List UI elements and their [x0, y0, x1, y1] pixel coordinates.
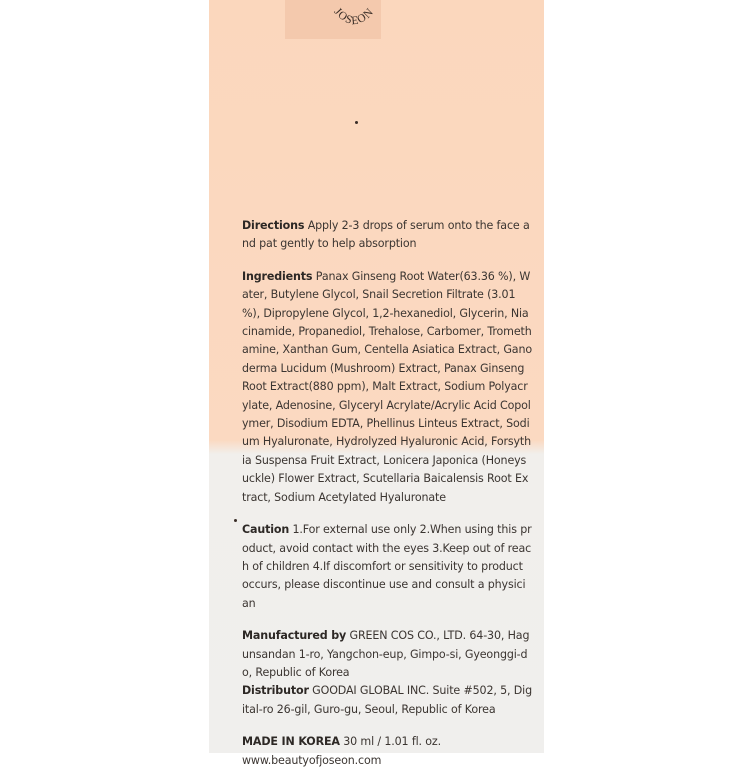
distributor-heading: Distributor: [242, 684, 309, 698]
manufacturer-heading: Manufactured by: [242, 629, 347, 643]
distributor-address: Suite #502, 5, Digital-ro 26-gil, Guro-gu, Seoul, Republic of Korea: [242, 684, 532, 716]
ingredients-paragraph: [242, 268, 532, 507]
product-box-panel: [209, 0, 544, 767]
directions-heading: Directions: [242, 219, 305, 232]
brand-logo: [324, 0, 384, 36]
manufacturer-address: 64-30, Hagunsandan 1-ro, Yangchon-eup, Gimpo-si, Gyeonggi-do, Republic of Korea: [242, 629, 530, 679]
print-dot: [355, 121, 358, 124]
print-dot: [234, 519, 237, 522]
caution-heading: Caution: [242, 523, 290, 537]
directions-paragraph: [242, 217, 532, 254]
manufacturer-paragraph: [242, 627, 532, 682]
website-text: www.beautyofjoseon.com: [242, 753, 382, 767]
ingredients-heading: Ingredients: [242, 269, 313, 283]
label-text-block: [242, 217, 532, 770]
distributor-paragraph: [242, 682, 532, 719]
origin-paragraph: [242, 733, 532, 751]
origin-heading: MADE IN KOREA: [242, 735, 340, 749]
distributor-name: GOODAI GLOBAL INC.: [312, 684, 430, 698]
volume-text: 30 ml / 1.01 fl. oz.: [343, 735, 441, 749]
brand-logo-text: JOSEON: [331, 5, 377, 28]
directions-text: Apply 2-3 drops of serum onto the face and pat gently to help absorption: [242, 219, 530, 251]
caution-text: 1.For external use only 2.When using this product, avoid contact with the eyes 3.Keep out of reach of children 4.If discomfort or sensitivity to product occurs, please discontinue use and consult a physician: [242, 523, 532, 610]
ingredients-text: Panax Ginseng Root Water(63.36 %), Water, Butylene Glycol, Snail Secretion Filtrate (3.01 %), Dipropylene Glycol, 1,2-hexanediol, Glycerin, Niacinamide, Propanediol, Trehalose, Carbomer, Tromethamine, Xanthan Gum, Centella Asiatica Extract, Ganoderma Lucidum (Mushroom) Extract, Panax Ginseng Root Extract(880 ppm), Malt Extract, Sodium Polyacrylate, Adenosine, Glyceryl Acrylate/Acrylic Acid Copolymer, Disodium EDTA, Phellinus Linteus Extract, Sodium Hyaluronate, Hydrolyzed Hyaluronic Acid, Forsythia Suspensa Fruit Extract, Lonicera Japonica (Honeysuckle) Flower Extract, Scutellaria Baicalensis Root Extract, Sodium Acetylated Hyaluronate: [242, 269, 532, 504]
website-paragraph: [242, 752, 532, 770]
manufacturer-name: GREEN COS CO., LTD.: [349, 629, 466, 643]
svg-text:JOSEON: [331, 6, 376, 28]
caution-paragraph: [242, 521, 532, 613]
